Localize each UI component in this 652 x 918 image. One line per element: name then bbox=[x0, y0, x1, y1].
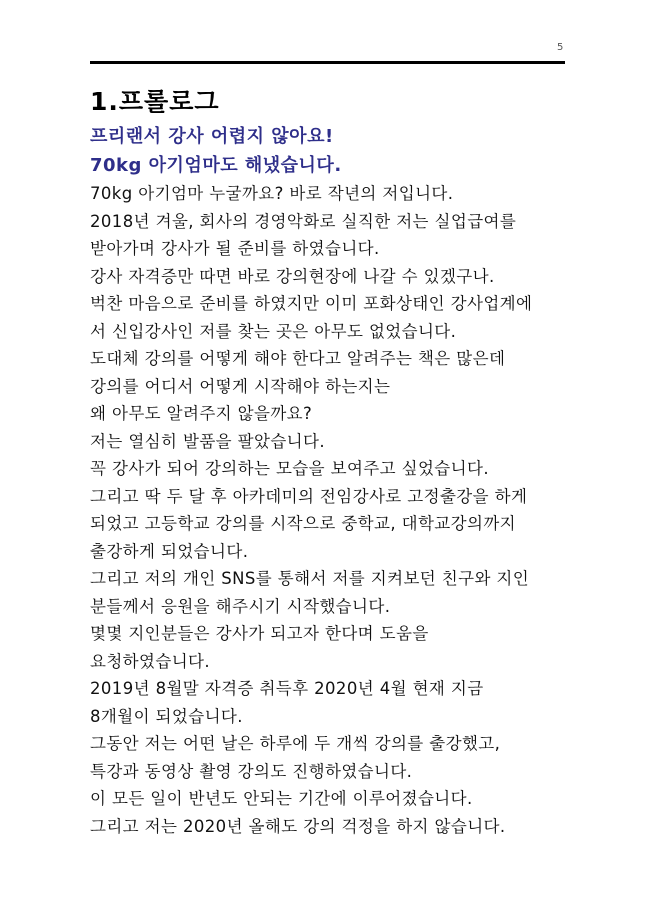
chapter-subtitle: 프리랜서 강사 어렵지 않아요! bbox=[90, 126, 334, 147]
body-line: 꼭 강사가 되어 강의하는 모습을 보여주고 싶었습니다. bbox=[90, 459, 489, 478]
body-line: 서 신입강사인 저를 찾는 곳은 아무도 없었습니다. bbox=[90, 321, 457, 341]
body-line: 그리고 딱 두 달 후 아카데미의 전임강사로 고정출강을 하게 bbox=[90, 486, 528, 506]
body-line: 벅찬 마음으로 준비를 하였지만 이미 포화상태인 강사업계에 bbox=[90, 294, 533, 313]
body-line: 그리고 저는 2020년 올해도 강의 걱정을 하지 않습니다. bbox=[90, 816, 506, 836]
body-line: 2018년 겨울, 회사의 경영악화로 실직한 저는 실업급여를 bbox=[90, 211, 517, 231]
body-line: 분들께서 응원을 해주시기 시작했습니다. bbox=[90, 596, 391, 616]
body-line: 70kg 아기엄마 누굴까요? 바로 작년의 저입니다. bbox=[90, 184, 454, 203]
body-line: 그리고 저의 개인 SNS를 통해서 저를 지켜보던 친구와 지인 bbox=[90, 569, 530, 588]
body-line: 특강과 동영상 촬영 강의도 진행하였습니다. bbox=[90, 761, 413, 781]
body-line: 이 모든 일이 반년도 안되는 기간에 이루어졌습니다. bbox=[90, 789, 473, 808]
header-rule bbox=[90, 61, 565, 64]
body-line: 2019년 8월말 자격증 취득후 2020년 4월 현재 지금 bbox=[90, 679, 484, 698]
body-line: 도대체 강의를 어떻게 해야 한다고 알려주는 책은 많은데 bbox=[90, 349, 506, 368]
body-line: 몇몇 지인분들은 강사가 되고자 한다며 도움을 bbox=[90, 624, 429, 643]
body-line: 받아가며 강사가 될 준비를 하였습니다. bbox=[90, 239, 380, 258]
body-line: 저는 열심히 발품을 팔았습니다. bbox=[90, 431, 325, 451]
body-line: 출강하게 되었습니다. bbox=[90, 541, 249, 561]
chapter-subtitle: 70kg 아기엄마도 해냈습니다. bbox=[90, 155, 342, 176]
body-text bbox=[90, 180, 570, 840]
body-line: 강의를 어디서 어떻게 시작해야 하는지는 bbox=[90, 376, 391, 396]
chapter-title: 1.프롤로그 bbox=[90, 87, 220, 116]
body-line: 8개월이 되었습니다. bbox=[90, 706, 243, 726]
body-line: 그동안 저는 어떤 날은 하루에 두 개씩 강의를 출강했고, bbox=[90, 734, 501, 753]
body-line: 강사 자격증만 따면 바로 강의현장에 나갈 수 있겠구나. bbox=[90, 266, 495, 286]
body-line: 되었고 고등학교 강의를 시작으로 중학교, 대학교강의까지 bbox=[90, 514, 517, 533]
body-line: 요청하였습니다. bbox=[90, 651, 211, 671]
page-number: 5 bbox=[557, 42, 564, 53]
body-line: 왜 아무도 알려주지 않을까요? bbox=[90, 404, 313, 423]
